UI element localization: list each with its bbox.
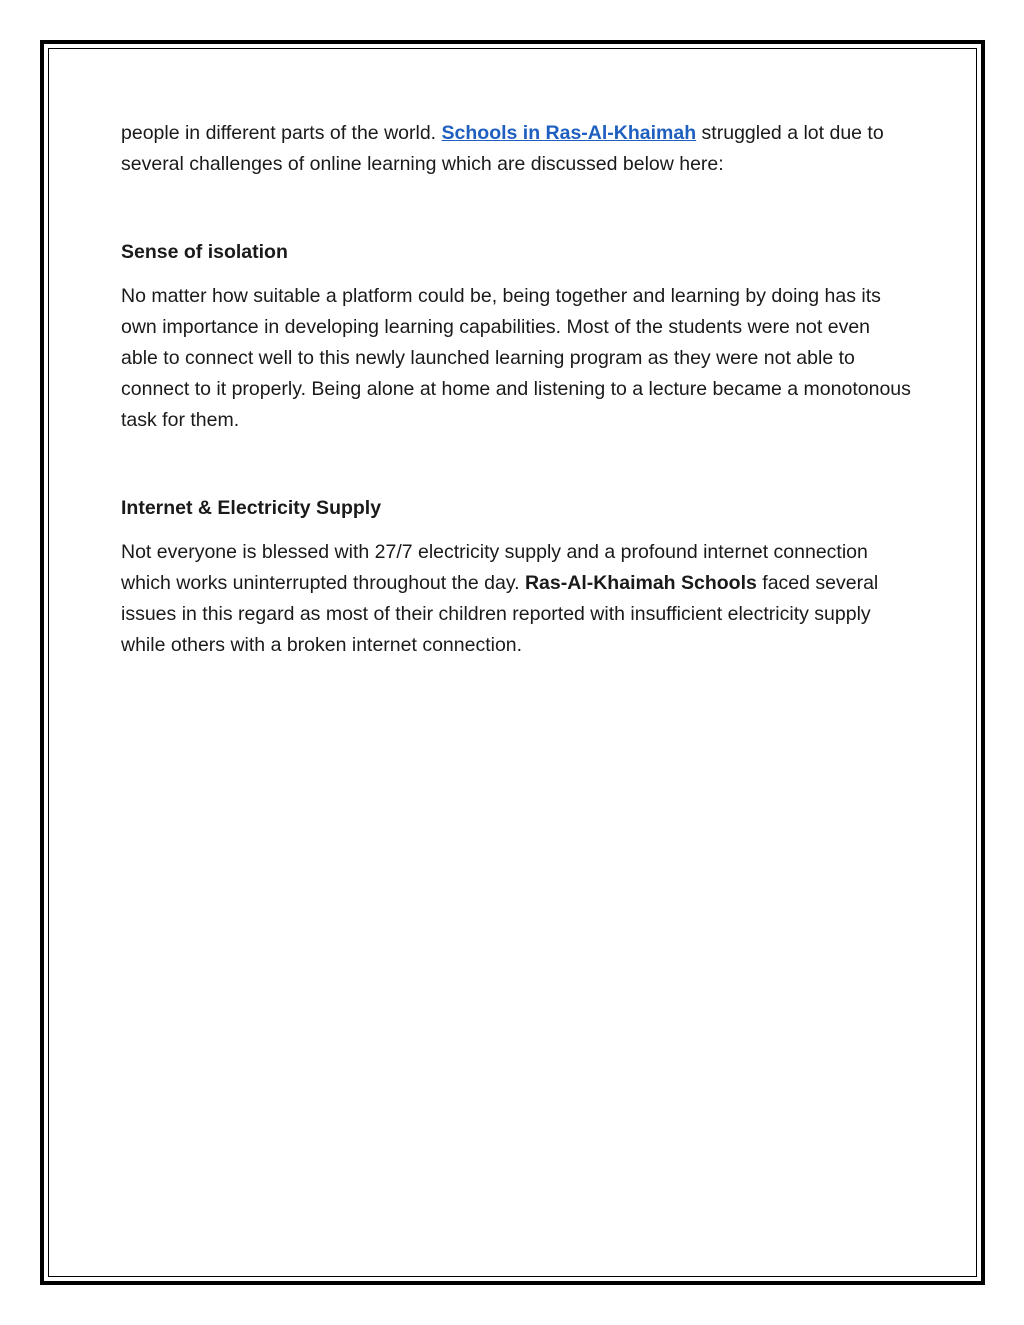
schools-link[interactable]: Schools in Ras-Al-Khaimah	[441, 122, 697, 144]
section-body-internet	[121, 537, 911, 661]
spacer	[121, 180, 911, 237]
spacer	[121, 524, 911, 537]
spacer	[121, 436, 911, 493]
internet-text-before: Not everyone is blessed with 27/7 electricity supply and a profound internet connection which works uninterrupted throughout the day.	[121, 541, 868, 594]
ras-al-khaimah-schools-bold: Ras-Al-Khaimah Schools	[524, 572, 757, 594]
intro-text-after: struggled a lot due to several challenges of online learning which are discussed below here:	[121, 122, 884, 175]
intro-paragraph	[121, 118, 911, 180]
section-heading-isolation: Sense of isolation	[121, 241, 288, 263]
section-heading-internet: Internet & Electricity Supply	[121, 497, 382, 519]
internet-text-after: faced several issues in this regard as most of their children reported with insufficient electricity supply while others with a broken internet connection.	[121, 572, 879, 656]
intro-text-before: people in different parts of the world.	[121, 122, 442, 144]
section-body-isolation: No matter how suitable a platform could be, being together and learning by doing has its own importance in developing learning capabilities. Most of the students were not even able to connect well to this newly launched learning program as they were not able to connect to it properly. Being alone at home and listening to a lecture became a monotonous task for them.	[121, 285, 911, 431]
spacer	[121, 268, 911, 281]
document-body	[121, 118, 911, 661]
